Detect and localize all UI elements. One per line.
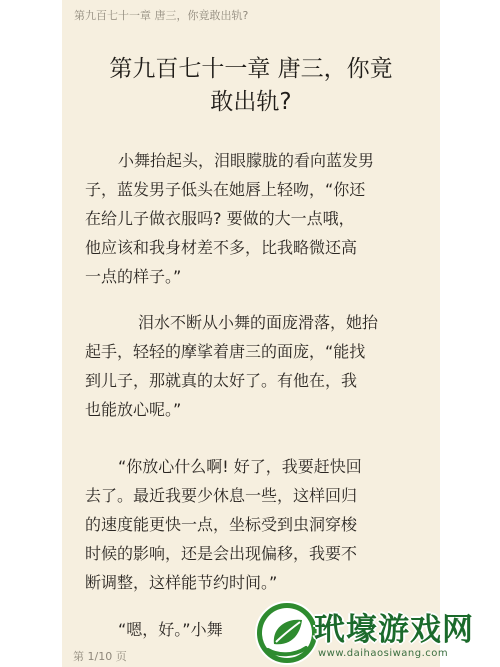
watermark-name: 玳壕游戏网 xyxy=(314,612,474,648)
watermark-url: www.daihaosiwang.com xyxy=(318,648,449,659)
leaf-logo-icon xyxy=(254,600,320,666)
chapter-title-line-1: 第九百七十一章 唐三，你竟 xyxy=(109,56,393,82)
text-line: 起手，轻轻的摩挲着唐三的面庞，“能找 xyxy=(85,342,366,361)
text-line: 时候的影响，还是会出现偏移，我要不 xyxy=(85,544,358,563)
text-line: 一点的样子。” xyxy=(85,267,182,286)
text-line: “嗯，好。”小舞 xyxy=(118,620,223,639)
text-line: 泪水不断从小舞的面庞滑落，她抬 xyxy=(138,313,379,332)
text-line: 子，蓝发男子低头在她唇上轻吻，“你还 xyxy=(85,180,366,199)
text-line: 去了。最近我要少休息一些，这样回归 xyxy=(85,486,358,505)
text-line: 在给儿子做衣服吗? 要做的大一点哦， xyxy=(85,209,355,228)
running-header: 第九百七十一章 唐三，你竟敢出轨? xyxy=(74,9,249,22)
text-line: 小舞抬起头，泪眼朦胧的看向蓝发男 xyxy=(118,151,375,170)
text-line: 也能放心呢。” xyxy=(85,400,182,419)
chapter-title xyxy=(62,53,440,119)
page-indicator: 第 1/10 页 xyxy=(73,650,127,663)
reader-page[interactable] xyxy=(62,0,440,667)
chapter-title-line-2: 敢出轨? xyxy=(210,89,292,115)
text-line: 断调整，这样能节约时间。” xyxy=(85,573,278,592)
text-line: 他应该和我身材差不多，比我略微还高 xyxy=(85,238,358,257)
text-line: 的速度能更快一点，坐标受到虫洞穿梭 xyxy=(85,515,358,534)
text-line: “你放心什么啊! 好了，我要赶快回 xyxy=(118,457,362,476)
watermark xyxy=(252,598,500,667)
text-line: 到儿子，那就真的太好了。有他在，我 xyxy=(85,371,358,390)
